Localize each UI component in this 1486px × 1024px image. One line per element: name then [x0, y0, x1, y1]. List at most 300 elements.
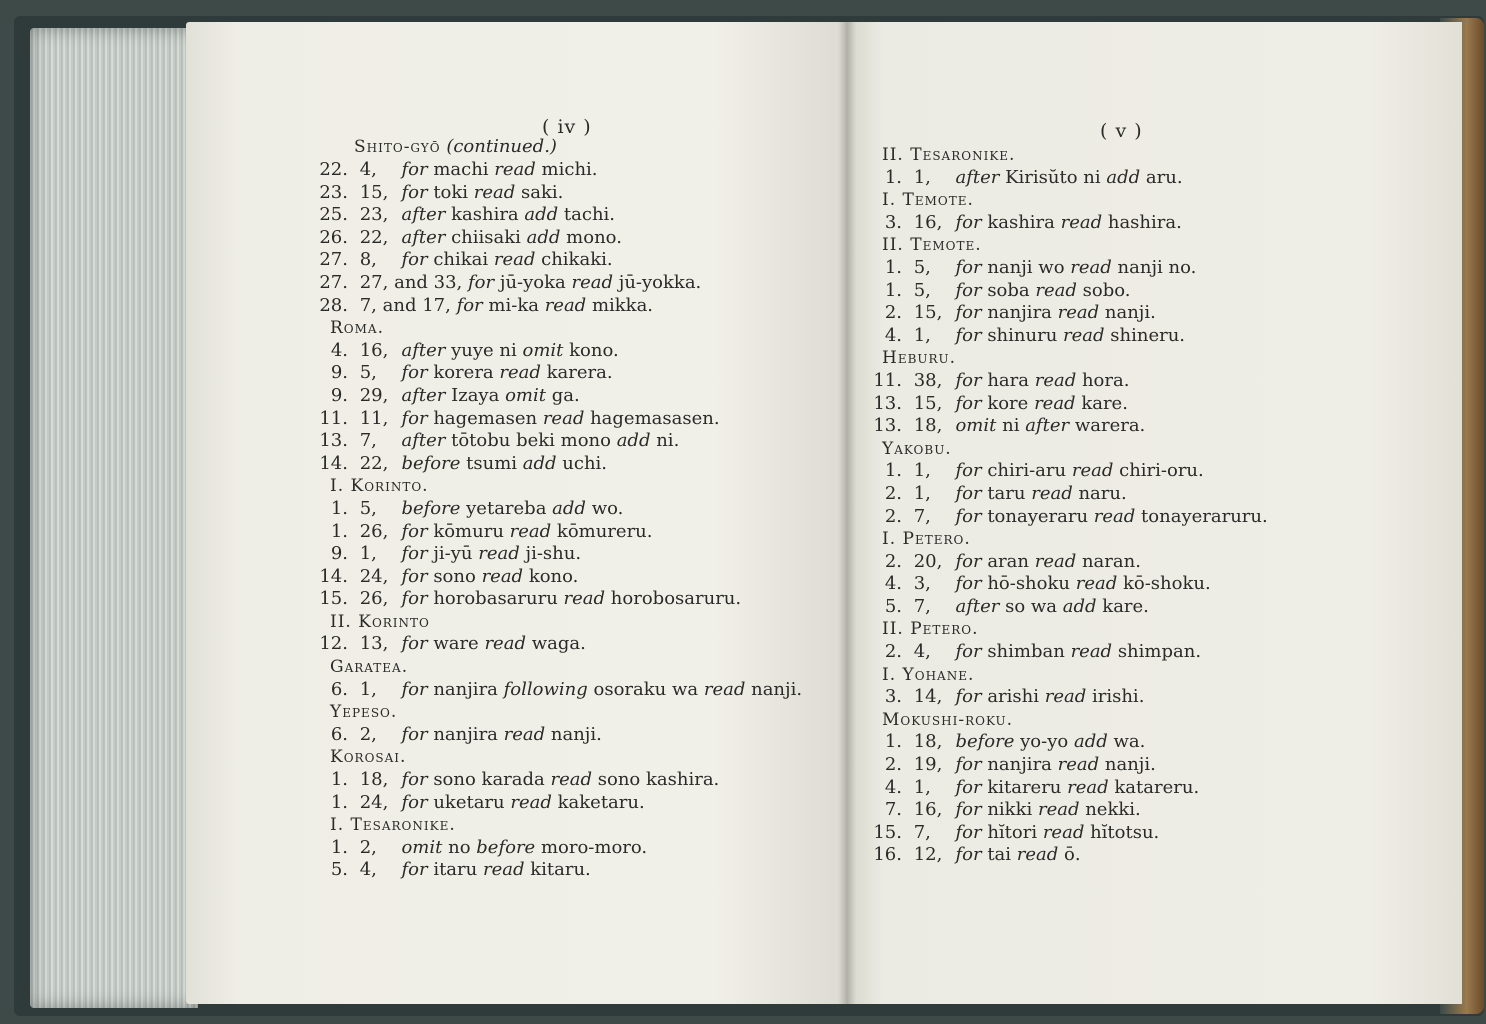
errata-entry: [304, 521, 802, 544]
book-heading: [862, 347, 1268, 370]
instruction: for: [955, 686, 982, 708]
chapter-number: 2.: [884, 550, 902, 572]
errata-entry: [862, 167, 1268, 190]
instruction: read: [1075, 573, 1118, 595]
book-heading: [304, 656, 802, 679]
instruction: read: [1057, 754, 1100, 776]
page-number-left: ( iv ): [542, 116, 592, 138]
corrected-text: chikaki.: [541, 249, 613, 271]
instruction: read: [1034, 369, 1077, 391]
verse-number: 13,: [359, 633, 389, 655]
corrected-text: irishi.: [1091, 686, 1145, 708]
verse-number: 15,: [359, 181, 389, 203]
instruction: for: [401, 723, 428, 745]
errata-entry: [304, 385, 802, 408]
original-text: nanjira: [987, 302, 1052, 324]
original-text: hō-shoku: [987, 573, 1070, 595]
book-heading-label: Heburu.: [882, 348, 957, 369]
instruction: read: [1042, 821, 1085, 843]
instruction: for: [955, 799, 982, 821]
instruction: after: [401, 339, 446, 361]
chapter-number: 11.: [873, 369, 902, 391]
errata-entry: [304, 588, 802, 611]
corrected-text: uchi.: [562, 452, 608, 474]
verse-number: 1,: [359, 678, 377, 700]
chapter-number: 13.: [873, 415, 902, 437]
verse-number: 26,: [359, 520, 389, 542]
book-heading-label: Roma.: [330, 318, 384, 339]
errata-entry: [862, 302, 1268, 325]
corrected-text: nanji.: [1104, 302, 1156, 324]
original-text: Kirisŭto ni: [1005, 166, 1101, 188]
section-title: Shito-gyō: [354, 137, 441, 157]
corrected-text: kare.: [1081, 392, 1128, 414]
original-text: tsumi: [466, 452, 518, 474]
chapter-number: 4.: [884, 573, 902, 595]
instruction: for: [468, 271, 495, 293]
errata-entry: [304, 633, 802, 656]
errata-entry: [304, 769, 802, 792]
original-text: shimban: [987, 641, 1065, 663]
chapter-number: 2.: [884, 482, 902, 504]
instruction: for: [401, 520, 428, 542]
verse-number: 7,: [359, 430, 377, 452]
instruction: read: [1060, 211, 1103, 233]
corrected-text: hagemasasen.: [590, 407, 720, 429]
errata-entry: [862, 777, 1268, 800]
original-text: nanji wo: [987, 256, 1065, 278]
errata-list-right: [862, 144, 1268, 867]
original-text: hagemasen: [433, 407, 538, 429]
chapter-number: 28.: [319, 294, 348, 316]
instruction: read: [542, 407, 585, 429]
original-text: tai: [987, 844, 1012, 866]
original-text: aran: [987, 550, 1029, 572]
original-text: osoraku wa: [593, 678, 699, 700]
instruction: for: [955, 460, 982, 482]
instruction: read: [503, 723, 546, 745]
verse-number: 38,: [913, 369, 943, 391]
errata-entry: [304, 204, 802, 227]
corrected-text: michi.: [541, 159, 598, 180]
instruction: add: [552, 497, 586, 519]
errata-entry: [862, 212, 1268, 235]
verse-number: 15,: [913, 392, 943, 414]
original-text: arishi: [987, 686, 1039, 708]
instruction: after: [955, 166, 1000, 188]
original-text: nikki: [987, 799, 1033, 821]
original-text: yuye ni: [451, 339, 517, 361]
corrected-text: nanji.: [751, 678, 803, 700]
page-block-edge: [30, 28, 198, 1008]
book-heading-label: Mokushi-roku.: [882, 709, 1013, 730]
instruction: omit: [505, 384, 546, 406]
errata-entry: [862, 686, 1268, 709]
chapter-number: 9.: [330, 362, 348, 384]
corrected-text: sobo.: [1082, 279, 1131, 301]
book-heading: [304, 701, 802, 724]
original-text: sono karada: [433, 769, 545, 791]
original-text: chiri-aru: [987, 460, 1067, 482]
chapter-number: 13.: [873, 392, 902, 414]
chapter-number: 1.: [330, 836, 348, 858]
instruction: for: [955, 754, 982, 776]
chapter-number: 1.: [884, 460, 902, 482]
errata-entry: [862, 731, 1268, 754]
instruction: read: [1057, 302, 1100, 324]
corrected-text: mikka.: [591, 294, 654, 316]
corrected-text: kono.: [569, 339, 619, 361]
chapter-number: 1.: [884, 166, 902, 188]
verse-number: 18,: [359, 769, 389, 791]
instruction: read: [1037, 799, 1080, 821]
instruction: for: [401, 769, 428, 791]
verse-number: 4,: [359, 859, 377, 881]
original-text: Izaya: [451, 384, 500, 406]
verse-number: 26,: [359, 588, 389, 610]
corrected-text: moro-moro.: [540, 836, 648, 858]
verse-number: 16,: [359, 339, 389, 361]
chapter-number: 1.: [330, 791, 348, 813]
instruction: for: [955, 256, 982, 278]
book-heading-label: I. Petero.: [882, 529, 971, 550]
verse-number: 27, and 33,: [359, 271, 463, 293]
errata-entry: [862, 370, 1268, 393]
verse-number: 23,: [359, 204, 389, 226]
instruction: read: [571, 271, 614, 293]
book-heading-label: II. Temote.: [882, 235, 982, 256]
instruction: read: [509, 520, 552, 542]
corrected-text: ō.: [1064, 844, 1081, 866]
errata-entry: [862, 822, 1268, 845]
chapter-number: 27.: [319, 271, 348, 293]
book-heading: [304, 746, 802, 769]
original-text: taru: [987, 482, 1026, 504]
verse-number: 7,: [913, 821, 931, 843]
instruction: add: [526, 226, 561, 248]
original-text: sono: [433, 565, 476, 587]
book-heading-label: I. Tesaronike.: [330, 815, 456, 836]
original-text: so wa: [1005, 595, 1058, 617]
instruction: after: [401, 226, 446, 248]
original-text: yetareba: [466, 497, 547, 519]
corrected-text: karera.: [546, 362, 613, 384]
instruction: add: [1073, 731, 1108, 753]
chapter-number: 25.: [319, 204, 348, 226]
chapter-number: 2.: [884, 641, 902, 663]
instruction: read: [563, 588, 606, 610]
instruction: for: [401, 791, 428, 813]
verse-number: 16,: [913, 799, 943, 821]
verse-number: 18,: [913, 731, 943, 753]
book-heading: [862, 144, 1268, 167]
corrected-text: naran.: [1081, 550, 1141, 572]
instruction: read: [1034, 550, 1077, 572]
instruction: after: [401, 204, 446, 226]
verse-number: 1,: [913, 482, 931, 504]
original-text: chiisaki: [451, 226, 521, 248]
original-text: toki: [433, 181, 469, 203]
book-heading-label: I. Korinto.: [330, 476, 429, 497]
instruction: for: [401, 362, 428, 384]
right-page: [846, 22, 1462, 1004]
errata-entry: [304, 724, 802, 747]
original-text: kashira: [451, 204, 519, 226]
book-heading-label: II. Korinto: [330, 611, 430, 632]
verse-number: 7, and 17,: [359, 294, 451, 316]
chapter-number: 23.: [319, 181, 348, 203]
instruction: omit: [401, 836, 443, 858]
instruction: add: [616, 430, 651, 452]
verse-number: 22,: [359, 226, 389, 248]
chapter-number: 16.: [873, 844, 902, 866]
book-heading: [304, 611, 802, 634]
errata-entry: [304, 362, 802, 385]
chapter-number: 13.: [319, 430, 348, 452]
chapter-number: 22.: [319, 159, 348, 180]
corrected-text: hĭtotsu.: [1090, 821, 1160, 843]
verse-number: 5,: [359, 362, 377, 384]
instruction: for: [401, 633, 428, 655]
errata-entry: [862, 844, 1268, 867]
instruction: for: [955, 324, 982, 346]
instruction: read: [1016, 844, 1059, 866]
errata-entry: [304, 679, 802, 702]
corrected-text: chiri-oru.: [1119, 460, 1204, 482]
chapter-number: 1.: [330, 520, 348, 542]
chapter-number: 12.: [319, 633, 348, 655]
verse-number: 20,: [913, 550, 943, 572]
corrected-text: kitaru.: [530, 859, 591, 881]
instruction: for: [401, 181, 428, 203]
errata-entry: [862, 393, 1268, 416]
corrected-text: naru.: [1078, 482, 1127, 504]
instruction: after: [401, 384, 446, 406]
instruction: for: [955, 550, 982, 572]
original-text: hĭtori: [987, 821, 1038, 843]
original-text: tonayeraru: [987, 505, 1089, 527]
instruction: for: [955, 844, 982, 866]
verse-number: 4,: [359, 159, 377, 180]
verse-number: 1,: [913, 460, 931, 482]
corrected-text: ji-shu.: [525, 543, 582, 565]
book-heading-label: I. Temote.: [882, 190, 974, 211]
instruction: before: [401, 452, 461, 474]
corrected-text: kono.: [528, 565, 579, 587]
instruction: for: [401, 588, 428, 610]
section-continued: (continued.): [446, 136, 557, 157]
instruction: for: [401, 159, 428, 180]
corrected-text: warera.: [1074, 415, 1146, 437]
corrected-text: waga.: [531, 633, 586, 655]
instruction: before: [401, 497, 461, 519]
original-text: nanjira: [987, 754, 1052, 776]
errata-entry: [304, 408, 802, 431]
instruction: read: [1063, 324, 1105, 346]
gutter: [838, 22, 856, 1004]
instruction: for: [401, 859, 428, 881]
book-heading: [862, 709, 1268, 732]
instruction: read: [1071, 460, 1114, 482]
errata-entry: [862, 754, 1268, 777]
corrected-text: hora.: [1081, 369, 1130, 391]
instruction: for: [401, 565, 428, 587]
left-page: [186, 22, 846, 1004]
corrected-text: nanji.: [1104, 754, 1156, 776]
errata-entry: [304, 295, 802, 318]
chapter-number: 4.: [884, 324, 902, 346]
chapter-number: 4.: [330, 339, 348, 361]
instruction: add: [524, 204, 559, 226]
instruction: add: [1106, 166, 1141, 188]
corrected-text: shimpan.: [1117, 641, 1202, 663]
chapter-number: 14.: [319, 452, 348, 474]
errata-entry: [304, 182, 802, 205]
corrected-text: hashira.: [1107, 211, 1182, 233]
errata-entry: [304, 227, 802, 250]
instruction: omit: [955, 415, 997, 437]
section-header: [354, 136, 557, 159]
instruction: for: [401, 407, 428, 429]
instruction: read: [1070, 641, 1113, 663]
chapter-number: 4.: [884, 776, 902, 798]
verse-number: 24,: [359, 565, 389, 587]
instruction: for: [955, 369, 982, 391]
instruction: for: [955, 392, 982, 414]
book-heading-label: Korosai.: [330, 747, 407, 768]
original-text: korera: [433, 362, 494, 384]
instruction: for: [401, 249, 428, 271]
verse-number: 1,: [913, 166, 931, 188]
instruction: for: [955, 776, 982, 798]
chapter-number: 15.: [873, 821, 902, 843]
chapter-number: 9.: [330, 384, 348, 406]
corrected-text: ni.: [656, 430, 680, 452]
errata-entry: [862, 257, 1268, 280]
verse-number: 7,: [913, 505, 931, 527]
original-text: kōmuru: [433, 520, 504, 542]
instruction: read: [482, 859, 525, 881]
errata-entry: [304, 792, 802, 815]
instruction: read: [510, 791, 552, 813]
verse-number: 7,: [913, 595, 931, 617]
verse-number: 8,: [359, 249, 377, 271]
book-heading: [304, 814, 802, 837]
original-text: shinuru: [987, 324, 1058, 346]
chapter-number: 5.: [884, 595, 902, 617]
errata-entry: [304, 566, 802, 589]
verse-number: 2,: [359, 723, 377, 745]
instruction: read: [493, 249, 536, 271]
errata-entry: [862, 460, 1268, 483]
corrected-text: katareru.: [1114, 776, 1200, 798]
instruction: add: [1062, 595, 1097, 617]
verse-number: 22,: [359, 452, 389, 474]
original-text: kashira: [987, 211, 1055, 233]
instruction: read: [1034, 392, 1076, 414]
corrected-text: tachi.: [563, 204, 616, 226]
chapter-number: 7.: [884, 799, 902, 821]
corrected-text: nanji.: [550, 723, 602, 745]
verse-number: 1,: [359, 543, 377, 565]
book-heading-label: II. Petero.: [882, 619, 979, 640]
book-heading-label: II. Tesaronike.: [882, 145, 1016, 165]
book-heading-label: I. Yohane.: [882, 664, 975, 685]
instruction: for: [955, 279, 982, 301]
instruction: add: [522, 452, 557, 474]
book-heading: [862, 528, 1268, 551]
original-text: kore: [987, 392, 1029, 414]
original-text: nanjira: [433, 723, 498, 745]
book-heading: [862, 234, 1268, 257]
instruction: for: [955, 302, 982, 324]
book-heading-label: Garatea.: [330, 657, 409, 678]
corrected-text: wo.: [591, 497, 624, 519]
errata-entry: [304, 249, 802, 272]
original-text: hara: [987, 369, 1029, 391]
verse-number: 29,: [359, 384, 389, 406]
instruction: read: [1035, 279, 1077, 301]
original-text: tōtobu beki mono: [451, 430, 611, 452]
instruction: following: [503, 678, 588, 700]
page-number-right: ( v ): [1100, 120, 1143, 142]
chapter-number: 2.: [884, 302, 902, 324]
errata-entry: [304, 159, 802, 182]
corrected-text: kō-shoku.: [1122, 573, 1211, 595]
corrected-text: sono kashira.: [597, 769, 720, 791]
errata-entry: [304, 859, 802, 882]
corrected-text: kare.: [1102, 595, 1149, 617]
errata-entry: [862, 551, 1268, 574]
instruction: for: [955, 821, 982, 843]
corrected-text: horobosaruru.: [610, 588, 742, 610]
original-text: no: [448, 836, 471, 858]
verse-number: 19,: [913, 754, 943, 776]
chapter-number: 9.: [330, 543, 348, 565]
corrected-text: kaketaru.: [557, 791, 645, 813]
errata-entry: [862, 799, 1268, 822]
original-text: ni: [1002, 415, 1020, 437]
instruction: before: [955, 731, 1015, 753]
chapter-number: 2.: [884, 505, 902, 527]
errata-list-left: [304, 159, 802, 882]
chapter-number: 1.: [330, 769, 348, 791]
chapter-number: 11.: [319, 407, 348, 429]
instruction: after: [1025, 415, 1070, 437]
errata-entry: [862, 483, 1268, 506]
original-text: soba: [987, 279, 1030, 301]
original-text: nanjira: [433, 678, 498, 700]
book-heading-label: Yepeso.: [330, 702, 398, 723]
instruction: read: [703, 678, 746, 700]
original-text: kitareru: [987, 776, 1062, 798]
book-heading: [862, 438, 1268, 461]
errata-entry: [862, 573, 1268, 596]
original-text: machi: [433, 159, 489, 180]
original-text: chikai: [433, 249, 489, 271]
chapter-number: 2.: [884, 754, 902, 776]
chapter-number: 6.: [330, 678, 348, 700]
chapter-number: 1.: [884, 256, 902, 278]
verse-number: 15,: [913, 302, 943, 324]
original-text: mi-ka: [488, 294, 539, 316]
corrected-text: shineru.: [1110, 324, 1186, 346]
instruction: for: [401, 678, 428, 700]
errata-entry: [862, 641, 1268, 664]
verse-number: 5,: [913, 279, 931, 301]
instruction: read: [473, 181, 516, 203]
verse-number: 12,: [913, 844, 943, 866]
